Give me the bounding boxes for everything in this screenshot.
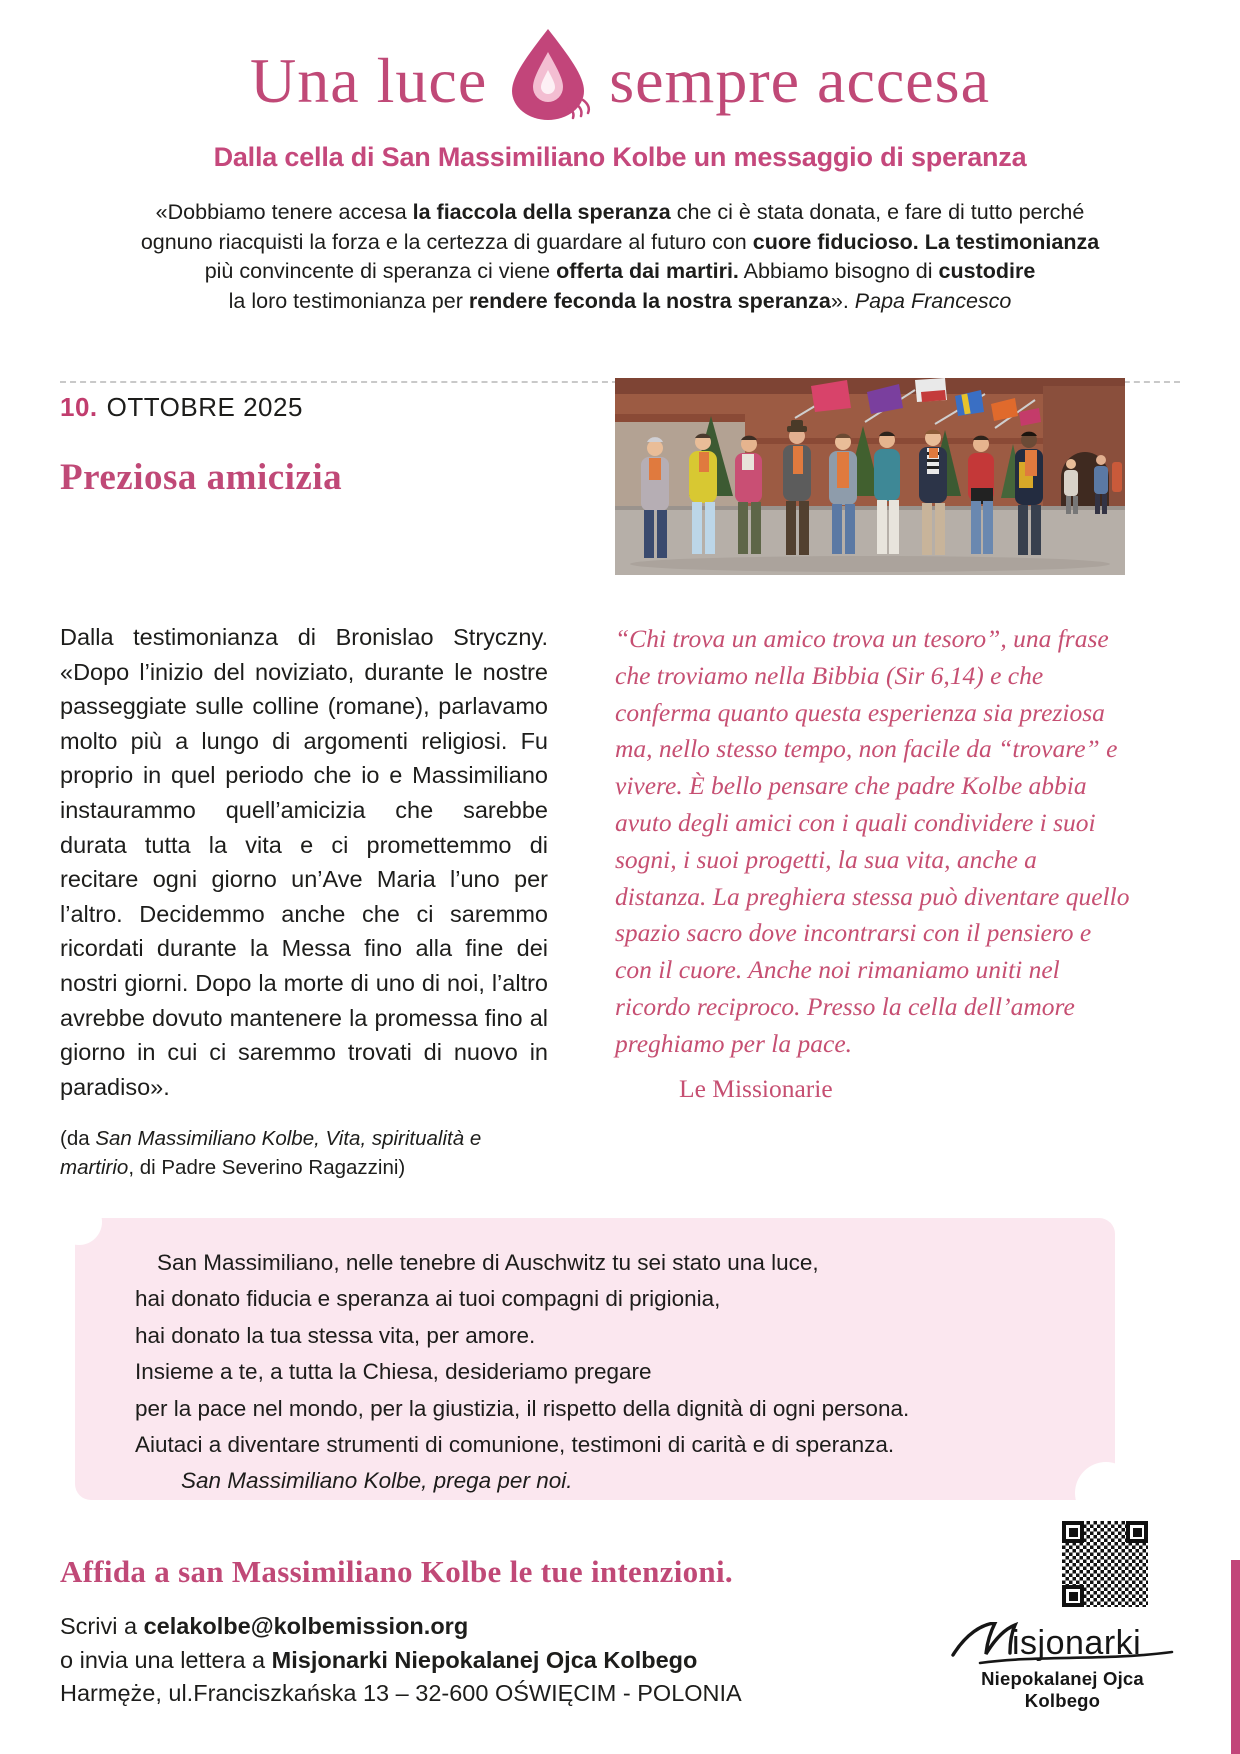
flame-icon [503, 26, 593, 122]
intro-quote-line: la loro testimonianza per rendere feconda la nostra speranza». Papa Francesco [228, 288, 1012, 313]
intro-quote [115, 198, 1125, 316]
contact-address-line: Harmęże, ul.Franciszkańska 13 – 32-600 OŚWIĘCIM - POLONIA [60, 1680, 742, 1706]
signature: Le Missionarie [679, 1073, 833, 1103]
reflection-paragraph: “Chi trova un amico trova un tesoro”, una frase che troviamo nella Bibbia (Sir 6,14) e che conferma quanto questa esperienza sia preziosa ma, nello stesso tempo, non facile da “trovare” e vivere. È bello pensare che padre Kolbe abbia avuto degli amici con i quali condividere i suoi sogni, i suoi progetti, la sua vita, anche a distanza. La preghiera stessa può diventare quello spazio sacro dove incontrarsi con il pensiero e con il cuore. Anche noi rimaniamo uniti nel ricordo reciproco. Presso la cella dell’amore preghiamo per la pace. [615, 624, 1130, 1058]
prayer-line: Aiutaci a diventare strumenti di comunione, testimoni di carità e di speranza. [135, 1432, 895, 1458]
prayer-line: San Massimiliano, nelle tenebre di Auschwitz tu sei stato una luce, [157, 1250, 819, 1275]
logo-wordmark: isjonarki [1012, 1624, 1142, 1662]
intro-quote-line: ognuno riacquisti la forza e la certezza di guardare al futuro con cuore fiducioso. La testimonianza [140, 229, 1100, 254]
prayer-line: San Massimiliano Kolbe, prega per noi. [181, 1468, 573, 1494]
issue-month-year: OTTOBRE 2025 [106, 392, 303, 422]
qr-code-icon [1062, 1521, 1148, 1607]
footer-heading: Affida a san Massimiliano Kolbe le tue intenzioni. [60, 1554, 733, 1589]
masthead-title-right: sempre accesa [609, 45, 990, 116]
issue-number: 10. [60, 392, 98, 422]
contact-email-line: Scrivi a celakolbe@kolbemission.org [60, 1613, 469, 1639]
article-right-column [615, 621, 1131, 1107]
intro-quote-line: «Dobbiamo tenere accesa la fiaccola della speranza che ci è stata donata, e fare di tutto perché [155, 200, 1085, 224]
logo-subtext: Niepokalanej Ojca Kolbego [981, 1668, 1144, 1711]
source-citation: (da San Massimiliano Kolbe, Vita, spiritualità e martirio, di Padre Severino Ragazzini) [60, 1127, 482, 1180]
article-heading: Preziosa amicizia [60, 457, 343, 498]
prayer-line: per la pace nel mondo, per la giustizia, il rispetto della dignità di ogni persona. [135, 1395, 910, 1421]
group-photo [615, 378, 1125, 575]
page-edge-accent-bar [1231, 1560, 1240, 1754]
prayer-line: Insieme a te, a tutta la Chiesa, desideriamo pregare [135, 1359, 652, 1385]
issue-date [60, 392, 303, 423]
masthead-subtitle: Dalla cella di San Massimiliano Kolbe un messaggio di speranza [213, 142, 1027, 172]
prayer-line: hai donato la tua stessa vita, per amore. [135, 1322, 536, 1348]
prayer-text [135, 1245, 1035, 1500]
misjonarki-logo [950, 1622, 1175, 1712]
masthead [0, 40, 1240, 122]
contact-letter-line: o invia una lettera a Misjonarki Niepokalanej Ojca Kolbego [60, 1646, 698, 1673]
article-left-column [60, 620, 548, 1182]
intro-quote-line: più convincente di speranza ci viene offerta dai martiri. Abbiamo bisogno di custodire [204, 259, 1036, 283]
masthead-title-left: Una luce [250, 45, 488, 116]
prayer-line: hai donato fiducia e speranza ai tuoi compagni di prigionia, [135, 1286, 721, 1312]
testimony-paragraph: Dalla testimonianza di Bronislao Stryczny. «Dopo l’inizio del noviziato, durante le nostre passeggiate sulle colline (romane), parlavamo molto più a lungo di argomenti religiosi. Fu proprio in quel periodo che io e Massimiliano instaurammo quell’amicizia che sarebbe durata tutta la vita e ci promettemmo di recitare ogni giorno un’Ave Maria l’uno per l’altro. Decidemmo anche che ci saremmo ricordati durante la Messa fino alla fine dei nostri giorni. Dopo la morte di uno di noi, l’altro avrebbe dovuto mantenere la promessa fino al giorno in cui ci saremmo trovati di nuovo in paradiso». [60, 624, 548, 1100]
contact-info [60, 1610, 742, 1711]
